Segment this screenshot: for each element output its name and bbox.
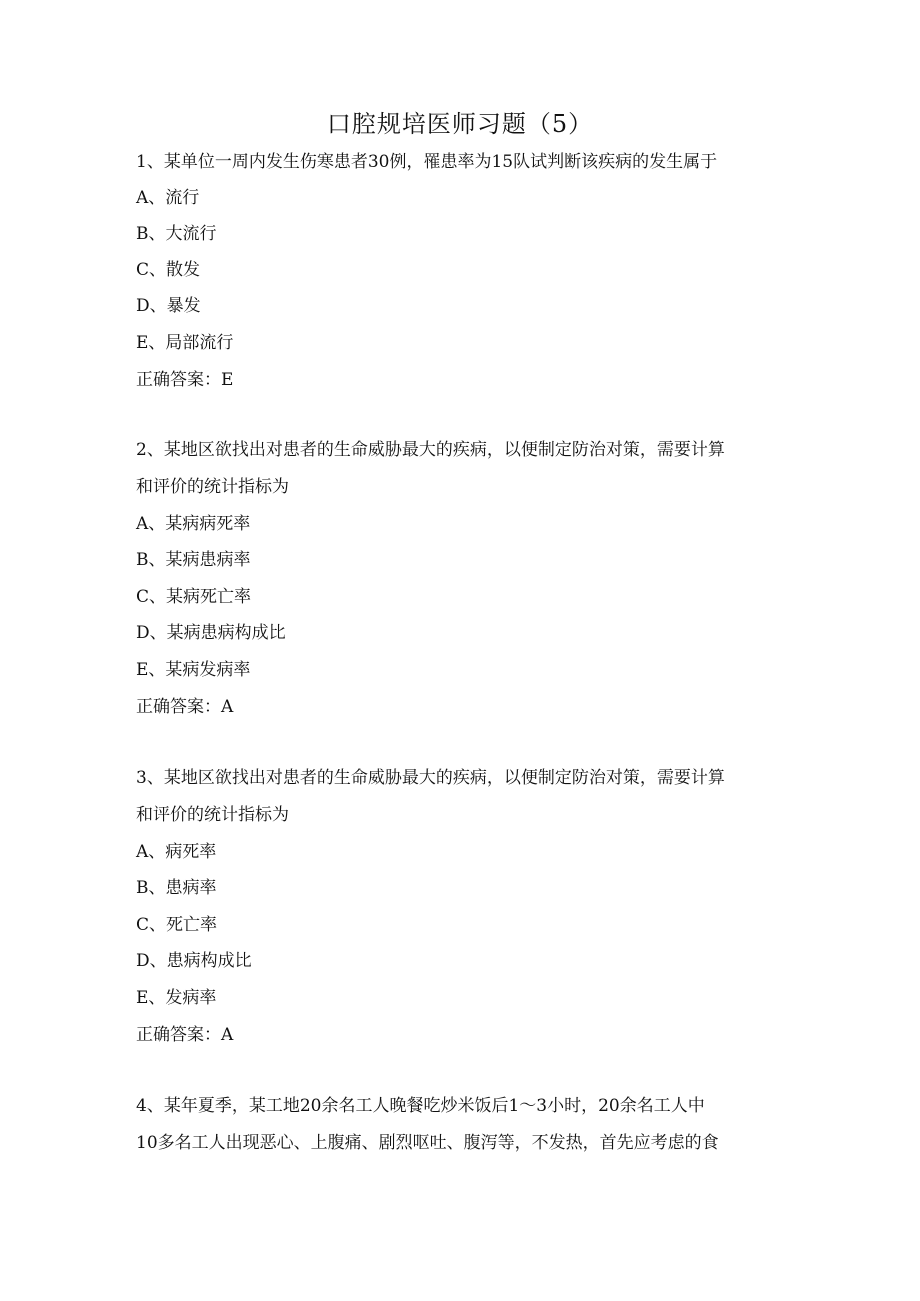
question-1-option-c: C、散发 (136, 260, 201, 280)
question-2-option-b: B、某病患病率 (136, 550, 251, 570)
question-4-stem-line-2: 10多名工人出现恶心、上腹痛、剧烈呕吐、腹泻等，不发热，首先应考虑的食 (136, 1133, 719, 1153)
question-3-option-c: C、死亡率 (136, 915, 218, 935)
question-1-answer: 正确答案：E (136, 370, 234, 390)
question-2-answer: 正确答案：A (136, 697, 234, 717)
question-2-option-e: E、某病发病率 (136, 660, 251, 680)
question-2-option-d: D、某病患病构成比 (136, 623, 286, 643)
question-1-option-b: B、大流行 (136, 224, 217, 244)
question-2-option-a: A、某病病死率 (136, 514, 251, 534)
question-2-stem-line-2: 和评价的统计指标为 (136, 477, 289, 497)
question-3-option-b: B、患病率 (136, 878, 217, 898)
question-3-stem-line-2: 和评价的统计指标为 (136, 805, 289, 825)
question-3-option-e: E、发病率 (136, 988, 217, 1008)
document-title: 口腔规培医师习题（5） (326, 110, 594, 138)
question-1-stem-line-1: 1、某单位一周内发生伤寒患者30例，罹患率为15队试判断该疾病的发生属于 (136, 152, 718, 172)
question-3-stem-line-1: 3、某地区欲找出对患者的生命威胁最大的疾病，以便制定防治对策，需要计算 (136, 768, 725, 788)
question-3-answer: 正确答案：A (136, 1025, 234, 1045)
question-3-option-d: D、患病构成比 (136, 951, 252, 971)
question-3-option-a: A、病死率 (136, 842, 217, 862)
question-1-option-d: D、暴发 (136, 296, 201, 316)
question-2-option-c: C、某病死亡率 (136, 587, 252, 607)
question-4-stem-line-1: 4、某年夏季，某工地20余名工人晚餐吃炒米饭后1～3小时，20余名工人中 (136, 1096, 705, 1116)
question-2-stem-line-1: 2、某地区欲找出对患者的生命威胁最大的疾病，以便制定防治对策，需要计算 (136, 440, 725, 460)
question-1-option-a: A、流行 (136, 188, 200, 208)
question-1-option-e: E、局部流行 (136, 333, 234, 353)
